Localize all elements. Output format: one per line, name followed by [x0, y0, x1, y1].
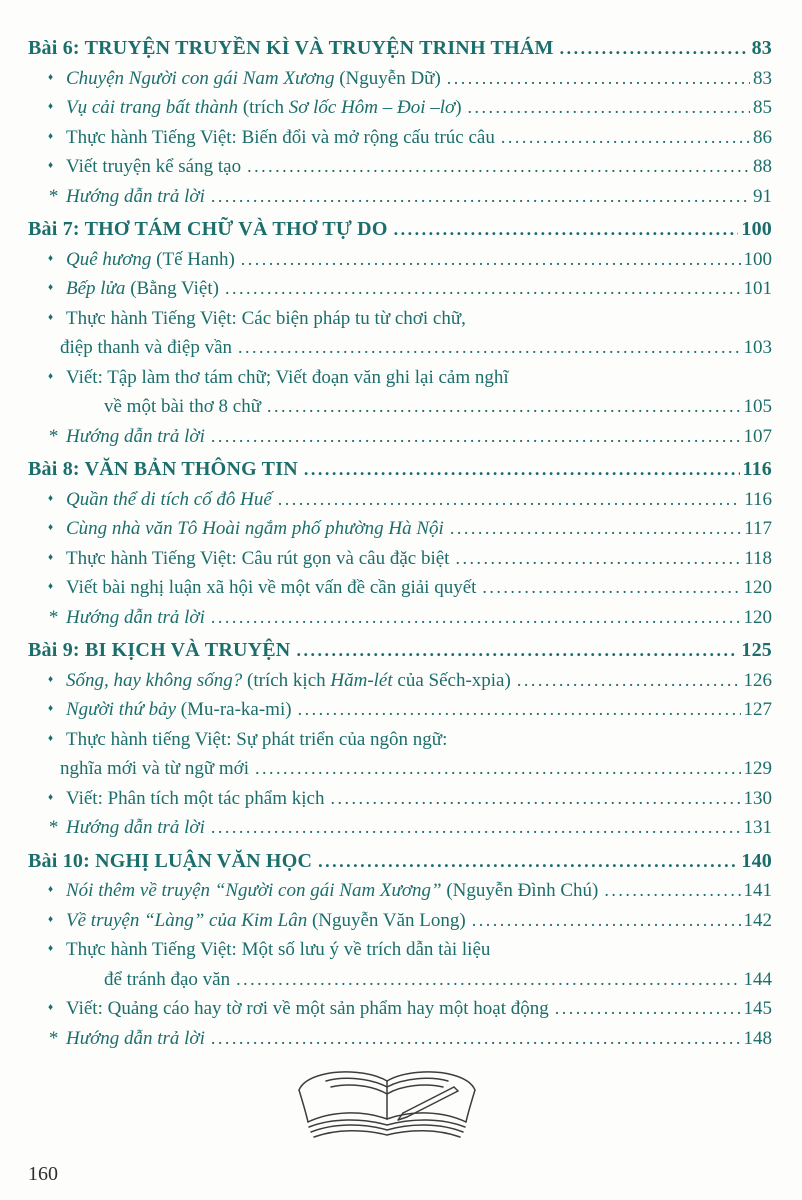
text-segment: nghĩa mới và từ ngữ mới	[60, 758, 249, 779]
dot-leader	[555, 994, 741, 1024]
section-page-ref: 100	[741, 218, 772, 240]
item-text	[66, 274, 219, 304]
dot-leader	[560, 34, 749, 64]
diamond-bullet-icon: ♦	[48, 522, 54, 533]
toc-item-line	[28, 544, 772, 574]
item-page-ref: 120	[743, 577, 772, 598]
section-page-ref: 83	[751, 37, 772, 59]
toc-item-line	[28, 725, 772, 755]
text-segment: Viết bài nghị luận xã hội về một vấn đề cần giải quyết	[66, 577, 477, 598]
toc-item-line	[28, 965, 772, 995]
diamond-bullet-icon: ♦	[48, 492, 54, 504]
text-segment: Bếp lửa	[66, 278, 131, 299]
text-segment: Người thứ bảy	[66, 699, 181, 720]
section-heading-row	[28, 215, 772, 245]
item-text	[66, 935, 490, 965]
item-text	[66, 245, 235, 275]
text-segment: (Tế Hanh)	[156, 248, 235, 270]
toc-item-line	[28, 182, 772, 212]
text-segment: (Nguyễn Đình Chú)	[446, 880, 599, 901]
toc-item-line	[28, 333, 772, 363]
text-segment: (Bằng Việt)	[130, 278, 219, 299]
diamond-bullet-icon: ♦	[48, 252, 54, 264]
dot-leader	[298, 695, 741, 725]
text-segment: Quê hương	[66, 248, 157, 270]
asterisk-bullet-icon: *	[48, 185, 58, 207]
toc-section	[28, 455, 772, 632]
toc-item-line	[28, 245, 772, 275]
item-text	[66, 725, 447, 755]
section-page-ref: 125	[741, 639, 772, 661]
text-segment: về một bài thơ 8 chữ	[104, 396, 262, 417]
section-page-ref: 116	[742, 458, 772, 480]
toc-item-line	[28, 422, 772, 452]
diamond-bullet-icon: ♦	[48, 732, 54, 744]
dot-leader	[604, 876, 740, 906]
diamond-bullet-icon: ♦	[48, 673, 54, 685]
dot-leader	[211, 1024, 741, 1054]
item-page-ref: 116	[744, 488, 772, 510]
diamond-bullet-icon: ♦	[48, 791, 54, 803]
item-page-ref: 130	[743, 787, 772, 809]
toc-item-line	[28, 485, 772, 515]
text-segment: (Nguyễn Dữ)	[339, 67, 441, 89]
toc-item-line	[28, 813, 772, 843]
dot-leader	[211, 603, 741, 633]
diamond-bullet-icon: ♦	[48, 551, 54, 563]
diamond-bullet-icon: ♦	[48, 943, 54, 954]
dot-leader	[468, 93, 750, 123]
item-text	[66, 182, 205, 212]
dot-leader	[472, 906, 741, 936]
item-text	[66, 906, 466, 936]
item-text	[66, 784, 324, 814]
asterisk-bullet-icon: *	[48, 1027, 58, 1049]
toc-item-line	[28, 603, 772, 633]
item-text	[66, 666, 511, 696]
dot-leader	[394, 215, 739, 245]
item-text	[66, 363, 509, 393]
diamond-bullet-icon: ♦	[48, 101, 54, 112]
item-page-ref: 144	[743, 968, 772, 990]
item-text	[66, 544, 449, 574]
text-segment: Thực hành tiếng Việt: Sự phát triển của ngôn ngữ:	[66, 728, 448, 750]
toc-item-line	[28, 695, 772, 725]
text-segment: của Sếch-xpia)	[392, 669, 511, 691]
dot-leader	[267, 392, 740, 422]
toc-item-line	[28, 152, 772, 182]
item-text	[66, 876, 598, 906]
text-segment: Vụ cải trang bất thành	[66, 97, 243, 118]
toc-item-line	[28, 274, 772, 304]
toc-section	[28, 636, 772, 843]
item-text	[104, 965, 230, 995]
item-text	[66, 93, 462, 123]
toc-item-line	[28, 935, 772, 965]
section-heading-label: Bài 6: TRUYỆN TRUYỀN KÌ VÀ TRUYỆN TRINH THÁM	[28, 37, 554, 59]
open-book-illustration	[290, 1065, 490, 1153]
item-page-ref: 85	[753, 97, 772, 118]
text-segment: điệp thanh và điệp vần	[60, 337, 233, 358]
item-page-ref: 101	[743, 278, 772, 299]
dot-leader	[211, 813, 741, 843]
item-page-ref: 105	[743, 396, 772, 417]
dot-leader	[225, 274, 741, 304]
diamond-bullet-icon: ♦	[48, 884, 54, 895]
text-segment: Viết: Quảng cáo hay tờ rơi về một sản phẩm hay một hoạt động	[66, 998, 549, 1019]
dot-leader	[455, 544, 741, 574]
diamond-bullet-icon: ♦	[48, 311, 54, 323]
item-page-ref: 103	[743, 337, 772, 358]
dot-leader	[238, 333, 740, 363]
item-page-ref: 148	[743, 1027, 772, 1049]
text-segment: Thực hành Tiếng Việt: Biến đổi và mở rộng cấu trúc câu	[66, 126, 495, 148]
toc-item-line	[28, 666, 772, 696]
toc-item-line	[28, 754, 772, 784]
dot-leader	[318, 847, 738, 877]
toc-section	[28, 215, 772, 451]
toc-item-line	[28, 994, 772, 1024]
dot-leader	[482, 573, 740, 603]
text-segment: Thực hành Tiếng Việt: Câu rút gọn và câu đặc biệt	[66, 547, 450, 569]
text-segment: Quần thể di tích cố đô Huế	[66, 488, 272, 510]
toc-item-line	[28, 1024, 772, 1054]
item-page-ref: 107	[743, 425, 772, 447]
toc-item-line	[28, 573, 772, 603]
text-segment: Chuyện Người con gái Nam Xương	[66, 67, 340, 89]
item-page-ref: 145	[743, 998, 772, 1019]
item-text	[66, 514, 444, 544]
page-number: 160	[28, 1163, 58, 1185]
item-text	[66, 304, 466, 334]
item-page-ref: 127	[743, 699, 772, 720]
item-text	[66, 485, 272, 515]
item-page-ref: 88	[753, 156, 772, 177]
dot-leader	[236, 965, 740, 995]
text-segment: Hướng dẫn trả lời	[66, 606, 205, 628]
text-segment: Thực hành Tiếng Việt: Một số lưu ý về trích dẫn tài liệu	[66, 939, 491, 960]
diamond-bullet-icon: ♦	[48, 130, 54, 142]
section-heading-label: Bài 10: NGHỊ LUẬN VĂN HỌC	[28, 849, 313, 872]
item-page-ref: 83	[753, 67, 772, 89]
item-text	[66, 603, 205, 633]
text-segment: Sơ lốc Hôm – Đoi –lơ	[288, 97, 456, 118]
section-heading-row	[28, 34, 772, 64]
diamond-bullet-icon: ♦	[48, 703, 54, 714]
item-text	[66, 573, 476, 603]
item-page-ref: 117	[744, 518, 772, 539]
toc-item-line	[28, 304, 772, 334]
item-page-ref: 91	[753, 185, 772, 207]
dot-leader	[447, 64, 750, 94]
section-page-ref: 140	[741, 849, 772, 872]
toc-item-line	[28, 363, 772, 393]
item-page-ref: 118	[744, 547, 772, 569]
section-heading-label: Bài 9: BI KỊCH VÀ TRUYỆN	[28, 639, 291, 661]
dot-leader	[211, 182, 750, 212]
text-segment: Hướng dẫn trả lời	[66, 817, 205, 838]
dot-leader	[501, 123, 750, 153]
section-heading-row	[28, 455, 772, 485]
dot-leader	[450, 514, 741, 544]
dot-leader	[255, 754, 741, 784]
item-text	[66, 123, 495, 153]
text-segment: Viết: Phân tích một tác phẩm kịch	[66, 787, 325, 809]
item-page-ref: 142	[743, 909, 772, 931]
toc-item-line	[28, 906, 772, 936]
toc-item-line	[28, 123, 772, 153]
diamond-bullet-icon: ♦	[48, 913, 54, 925]
item-text	[104, 392, 261, 422]
dot-leader	[241, 245, 741, 275]
text-segment: Cùng nhà văn Tô Hoài ngắm phố phường Hà Nội	[66, 518, 444, 539]
diamond-bullet-icon: ♦	[48, 160, 54, 171]
text-segment: (trích	[242, 97, 289, 118]
text-segment: Thực hành Tiếng Việt: Các biện pháp tu từ chơi chữ,	[66, 307, 466, 329]
diamond-bullet-icon: ♦	[48, 581, 54, 592]
diamond-bullet-icon: ♦	[48, 370, 54, 382]
dot-leader	[211, 422, 741, 452]
text-segment: Nói thêm về truyện “Người con gái Nam Xương”	[66, 880, 447, 901]
dot-leader	[517, 666, 741, 696]
item-page-ref: 86	[753, 126, 772, 148]
text-segment: Viết truyện kể sáng tạo	[66, 156, 242, 177]
item-text	[60, 754, 249, 784]
asterisk-bullet-icon: *	[48, 817, 58, 838]
text-segment: (Mu-ra-ka-mi)	[180, 699, 292, 720]
section-heading-label: Bài 7: THƠ TÁM CHỮ VÀ THƠ TỰ DO	[28, 218, 388, 240]
text-segment: (trích kịch	[247, 669, 331, 691]
text-segment: Sống, hay không sống?	[66, 669, 248, 691]
item-page-ref: 131	[743, 817, 772, 838]
item-text	[66, 152, 241, 182]
toc-item-line	[28, 64, 772, 94]
text-segment: Hướng dẫn trả lời	[66, 425, 205, 447]
item-text	[66, 994, 549, 1024]
text-segment: Hướng dẫn trả lời	[66, 1027, 205, 1049]
item-text	[66, 64, 441, 94]
dot-leader	[330, 784, 740, 814]
dot-leader	[296, 636, 738, 666]
toc-item-line	[28, 876, 772, 906]
item-text	[66, 1024, 205, 1054]
text-segment: Viết: Tập làm thơ tám chữ; Viết đoạn văn ghi lại cảm nghĩ	[66, 366, 509, 388]
section-heading-row	[28, 636, 772, 666]
diamond-bullet-icon: ♦	[48, 71, 54, 83]
section-heading-label: Bài 8: VĂN BẢN THÔNG TIN	[28, 458, 298, 480]
dot-leader	[247, 152, 750, 182]
toc-section	[28, 847, 772, 1054]
text-segment: Về truyện “Làng” của Kim Lân	[66, 909, 312, 931]
dot-leader	[304, 455, 740, 485]
item-text	[66, 422, 205, 452]
item-text	[66, 813, 205, 843]
open-book-pen-icon	[290, 1065, 490, 1153]
item-page-ref: 126	[743, 669, 772, 691]
item-text	[60, 333, 232, 363]
item-page-ref: 120	[743, 606, 772, 628]
text-segment: Hăm-lét	[330, 669, 393, 691]
item-page-ref: 100	[743, 248, 772, 270]
section-heading-row	[28, 847, 772, 877]
toc-item-line	[28, 514, 772, 544]
text-segment: (Nguyễn Văn Long)	[311, 909, 466, 931]
asterisk-bullet-icon: *	[48, 606, 58, 628]
item-page-ref: 129	[743, 758, 772, 779]
diamond-bullet-icon: ♦	[48, 282, 54, 293]
toc-section	[28, 34, 772, 211]
item-text	[66, 695, 292, 725]
toc-item-line	[28, 784, 772, 814]
item-page-ref: 141	[743, 880, 772, 901]
diamond-bullet-icon: ♦	[48, 1002, 54, 1013]
text-segment: )	[455, 97, 462, 118]
dot-leader	[278, 485, 741, 515]
text-segment: Hướng dẫn trả lời	[66, 185, 205, 207]
toc	[28, 34, 772, 1053]
toc-item-line	[28, 93, 772, 123]
text-segment: để tránh đạo văn	[104, 968, 231, 990]
asterisk-bullet-icon: *	[48, 425, 58, 447]
toc-item-line	[28, 392, 772, 422]
